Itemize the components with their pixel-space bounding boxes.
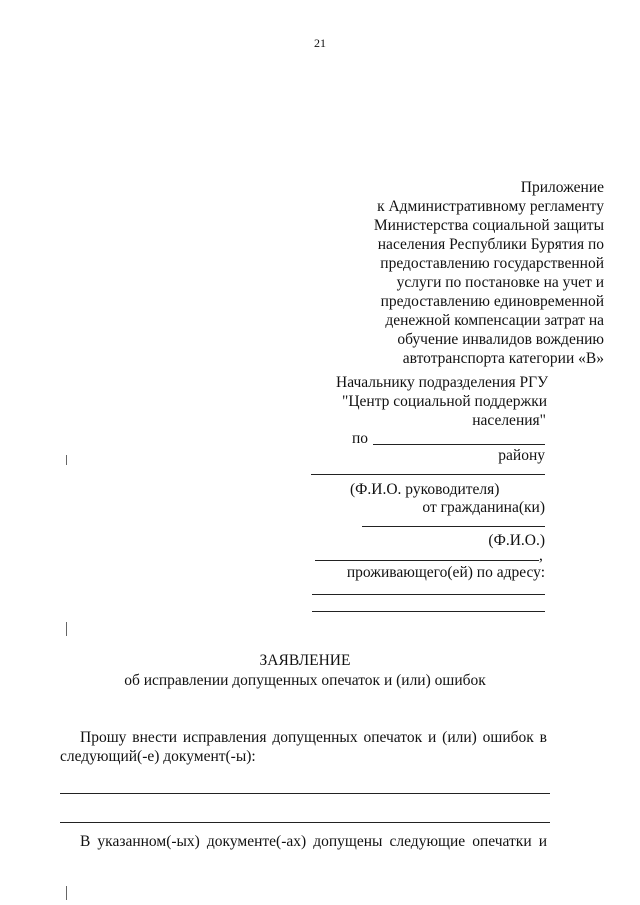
po-label: по xyxy=(352,430,369,447)
addressee-line-2: "Центр социальной поддержки xyxy=(342,393,548,410)
body-paragraph-1-line-2: следующий(-е) документ(-ы): xyxy=(60,748,256,765)
address-blank-line-2 xyxy=(312,611,545,612)
appendix-line: услуги по постановке на учет и xyxy=(396,274,604,291)
document-title: ЗАЯВЛЕНИЕ xyxy=(259,652,351,669)
appendix-line: населения Республики Бурятия по xyxy=(377,236,604,253)
head-name-blank-line xyxy=(311,474,545,475)
appendix-line: автотранспорта категории «В» xyxy=(402,350,604,367)
appendix-line: предоставлению единовременной xyxy=(380,293,604,310)
fio-label: (Ф.И.О.) xyxy=(488,532,545,549)
body-paragraph-2-line-1: В указанном(-ых) документе(-ах) допущены следующие опечатки и xyxy=(80,833,547,850)
document-list-blank-line-2 xyxy=(60,822,550,823)
citizen-name-blank-line-2 xyxy=(315,560,539,561)
body-paragraph-1-line-1: Прошу внести исправления допущенных опечаток и (или) ошибок в xyxy=(80,729,547,746)
appendix-line: обучение инвалидов вождению xyxy=(397,331,604,348)
appendix-line: Министерства социальной защиты xyxy=(373,217,604,234)
addressee-line-3: населения" xyxy=(472,412,546,429)
rayonu-label: району xyxy=(498,447,545,464)
margin-scan-mark xyxy=(66,455,67,465)
page-number: 21 xyxy=(314,36,326,50)
residing-label: проживающего(ей) по адресу: xyxy=(346,564,545,581)
addressee-line-1: Начальнику подразделения РГУ xyxy=(336,374,549,391)
address-blank-line-1 xyxy=(312,594,545,595)
comma-mark: , xyxy=(539,547,543,564)
appendix-line: денежной компенсации затрат на xyxy=(385,312,604,329)
margin-scan-mark xyxy=(66,886,67,900)
appendix-line: Приложение xyxy=(520,179,604,196)
document-subtitle: об исправлении допущенных опечаток и (или) ошибок xyxy=(124,672,486,689)
district-blank-line xyxy=(373,444,545,445)
fio-head-label: (Ф.И.О. руководителя) xyxy=(350,481,500,498)
from-citizen-label: от гражданина(ки) xyxy=(422,499,545,516)
document-list-blank-line-1 xyxy=(60,793,550,794)
margin-scan-mark xyxy=(66,622,67,636)
appendix-line: к Административному регламенту xyxy=(377,198,604,215)
appendix-line: предоставлению государственной xyxy=(380,255,604,272)
citizen-name-blank-line xyxy=(362,526,545,527)
